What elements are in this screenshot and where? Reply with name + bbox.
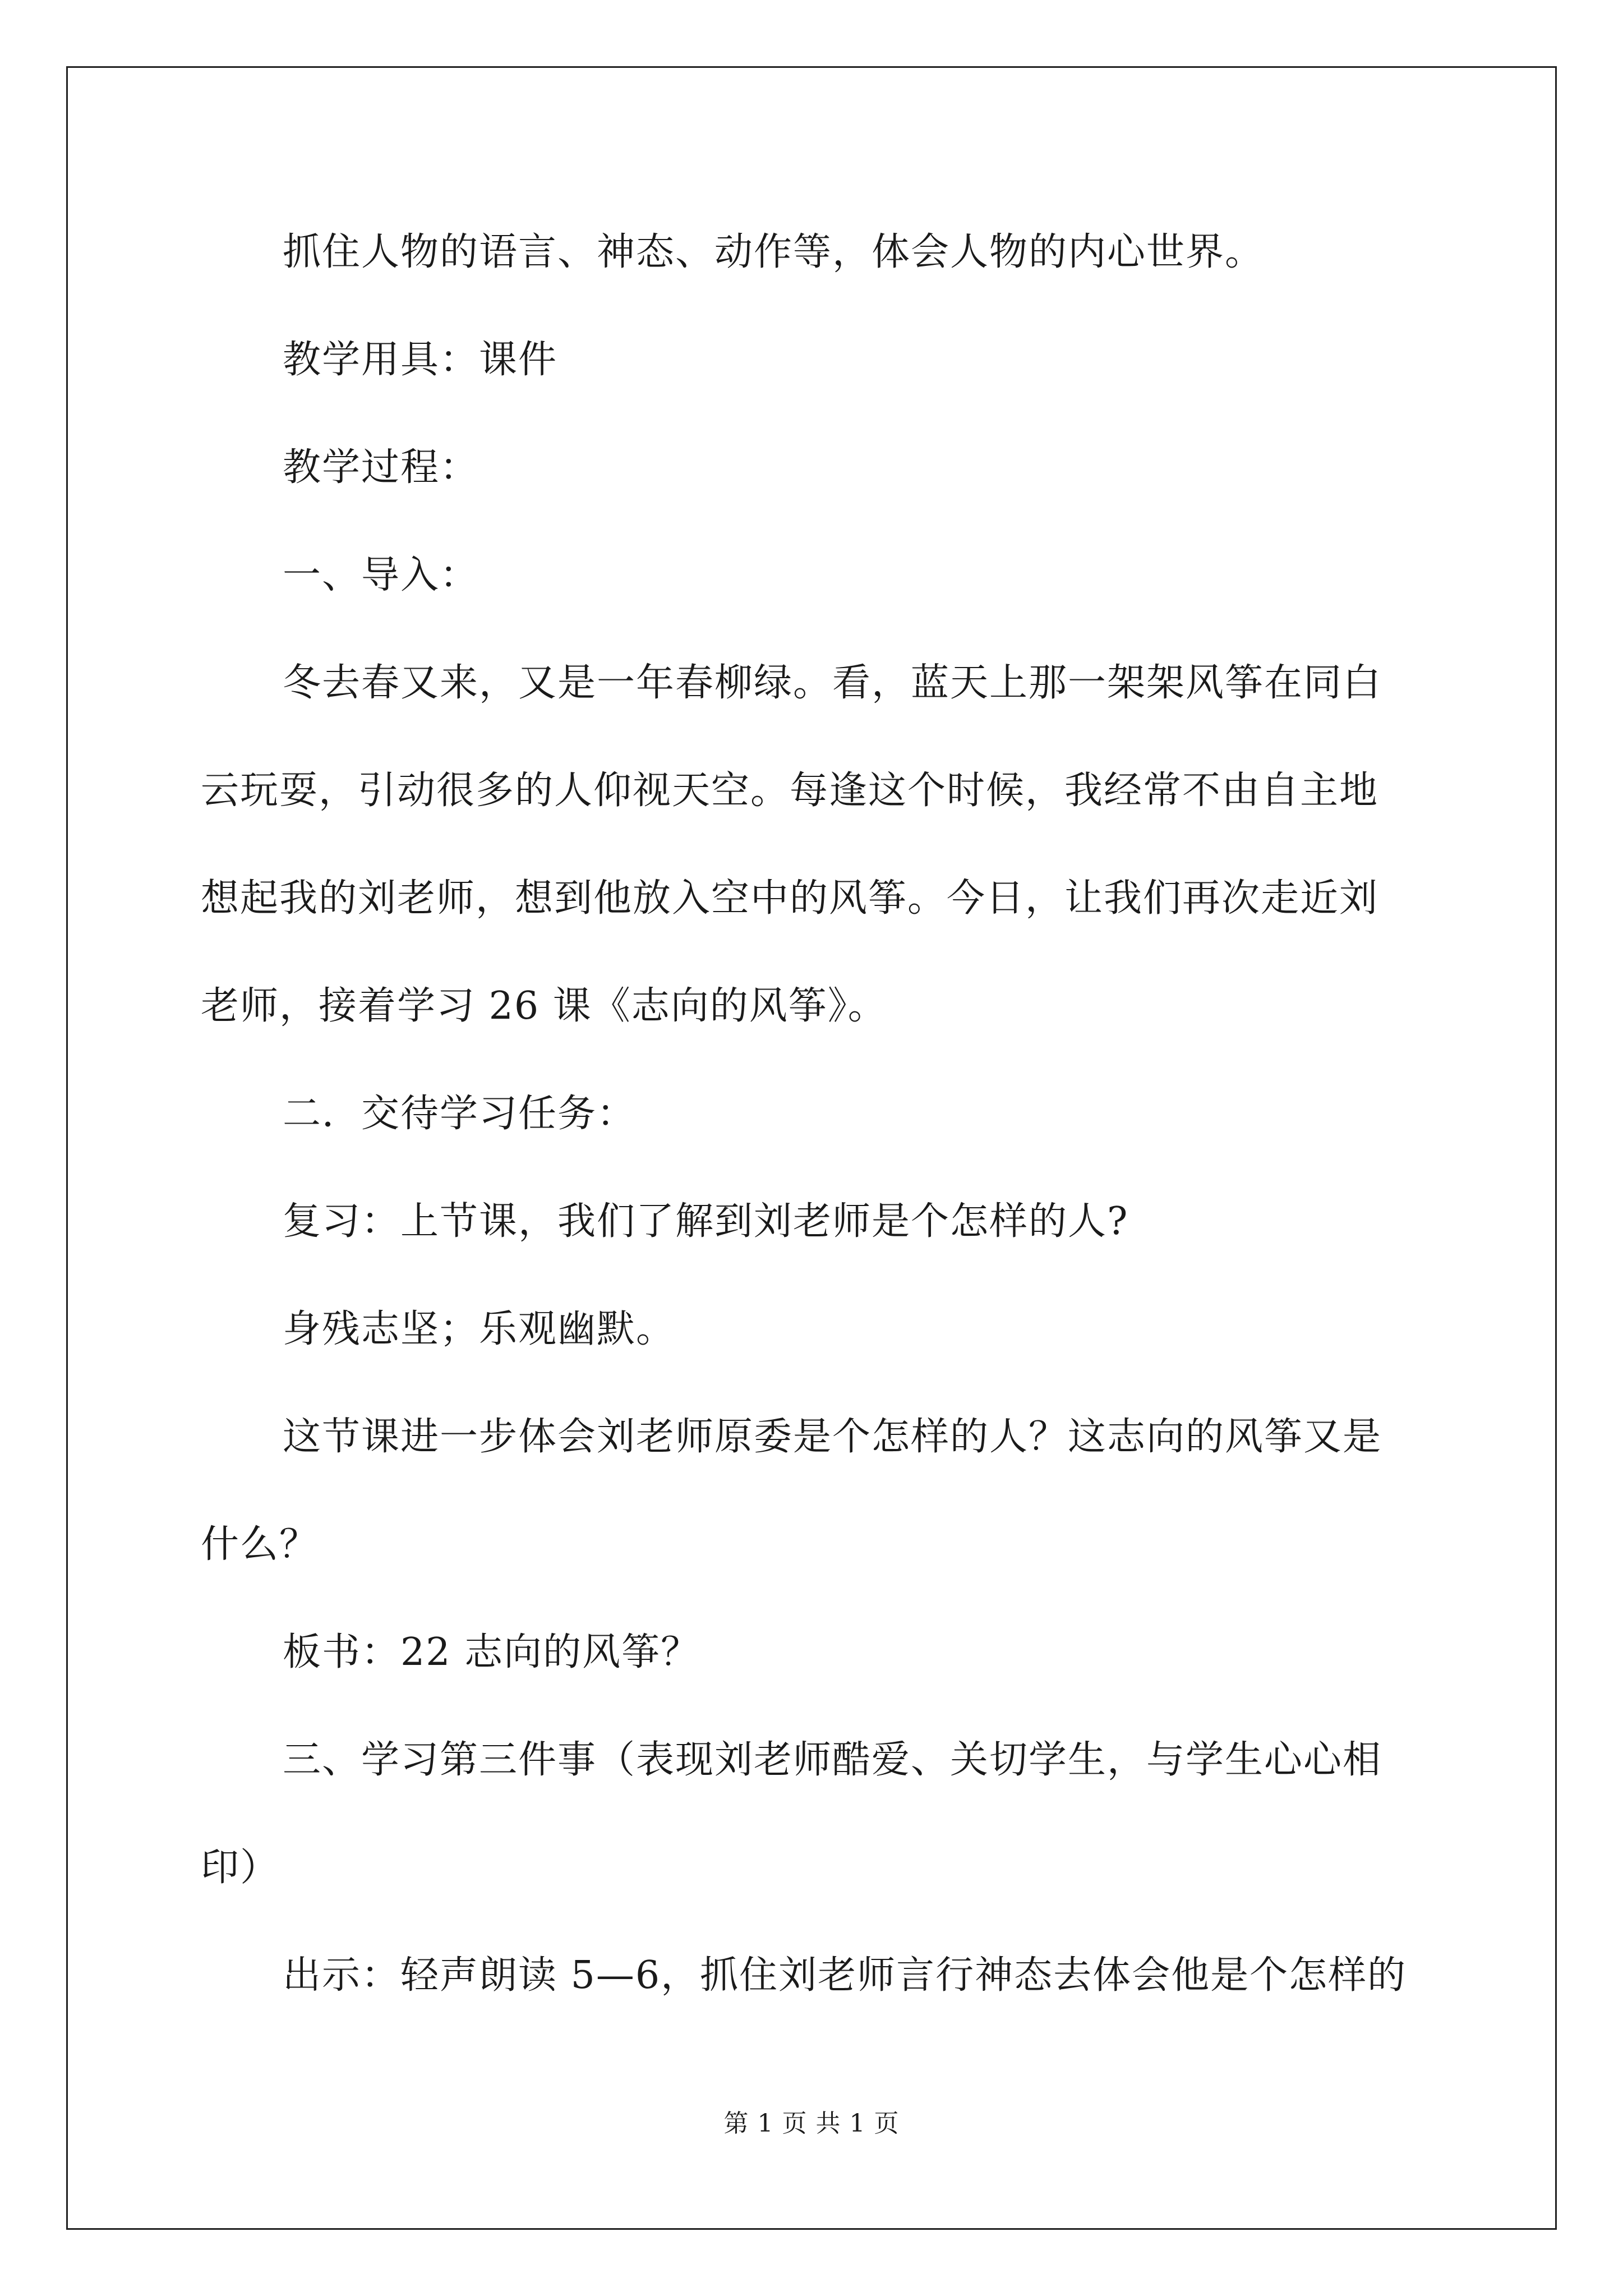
paragraph-line: 云玩耍，引动很多的人仰视天空。每逢这个时候，我经常不由自主地 bbox=[201, 769, 1379, 813]
paragraph-line: 什么？ bbox=[201, 1522, 319, 1567]
paragraph-line: 想起我的刘老师，想到他放入空中的风筝。今日，让我们再次走近刘 bbox=[201, 876, 1379, 921]
section-heading: 一、导入： bbox=[283, 553, 479, 597]
section-heading: 三、学习第三件事（表现刘老师酷爱、关切学生，与学生心心相 bbox=[283, 1738, 1382, 1782]
paragraph-line: 复习：上节课，我们了解到刘老师是个怎样的人? bbox=[283, 1199, 1129, 1244]
paragraph-line: 这节课进一步体会刘老师原委是个怎样的人？这志向的风筝又是 bbox=[283, 1415, 1382, 1459]
page-border bbox=[66, 66, 1557, 2230]
paragraph-line: 出示：轻声朗读 5—6，抓住刘老师言行神态去体会他是个怎样的 bbox=[283, 1953, 1407, 1998]
paragraph-line: 抓住人物的语言、神态、动作等，体会人物的内心世界。 bbox=[283, 230, 1265, 274]
paragraph-line: 冬去春又来，又是一年春柳绿。看，蓝天上那一架架风筝在同白 bbox=[283, 661, 1382, 705]
paragraph-line: 教学过程： bbox=[283, 445, 479, 490]
paragraph-line: 身残志坚；乐观幽默。 bbox=[283, 1307, 676, 1351]
paragraph-line: 老师，接着学习 26 课《志向的风筝》。 bbox=[201, 984, 887, 1028]
paragraph-line: 板书：22 志向的风筝？ bbox=[283, 1630, 700, 1674]
page-number-footer: 第 1 页 共 1 页 bbox=[723, 2109, 900, 2138]
paragraph-line: 教学用具：课件 bbox=[283, 338, 558, 382]
section-heading: 二．交待学习任务： bbox=[283, 1092, 637, 1136]
paragraph-line: 印） bbox=[201, 1846, 280, 1890]
